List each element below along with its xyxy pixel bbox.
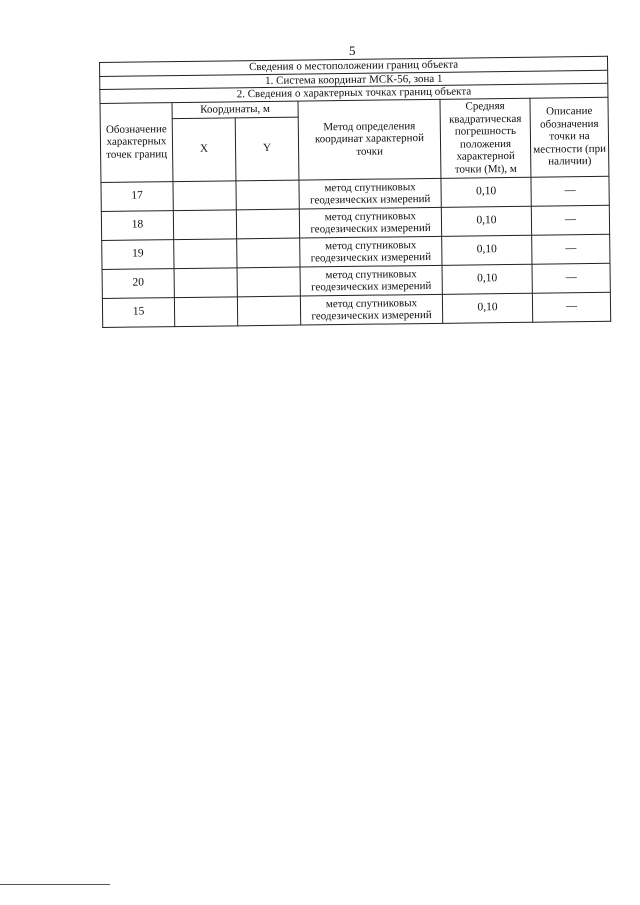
description-cell: — bbox=[532, 263, 610, 293]
point-number-cell: 19 bbox=[102, 239, 174, 269]
header-point-designation: Обозначение характерных точек границ bbox=[100, 102, 173, 182]
point-number-cell: 18 bbox=[101, 210, 173, 240]
x-coordinate-cell bbox=[174, 267, 237, 297]
coordinate-system-line: 1. Система координат МСК-56, зона 1 bbox=[100, 70, 608, 90]
header-coordinates: Координаты, м bbox=[172, 101, 298, 119]
header-method: Метод определения координат характерной точки bbox=[298, 99, 441, 180]
x-coordinate-cell bbox=[174, 238, 237, 268]
y-coordinate-cell bbox=[236, 180, 299, 210]
accuracy-cell: 0,10 bbox=[442, 264, 532, 294]
method-cell: метод спутниковых геодезических измерений bbox=[299, 178, 441, 209]
method-cell: метод спутниковых геодезических измерений bbox=[299, 207, 441, 238]
x-coordinate-cell bbox=[173, 209, 236, 239]
scanned-table-area bbox=[99, 56, 610, 328]
point-number-cell: 17 bbox=[101, 181, 173, 211]
section-heading: 2. Сведения о характерных точках границ объекта bbox=[100, 83, 608, 103]
footer-rule bbox=[0, 884, 110, 885]
y-coordinate-cell bbox=[236, 209, 299, 239]
header-y: Y bbox=[235, 117, 299, 181]
accuracy-cell: 0,10 bbox=[441, 177, 531, 207]
y-coordinate-cell bbox=[237, 296, 300, 326]
page-number: 5 bbox=[349, 43, 356, 58]
accuracy-cell: 0,10 bbox=[442, 235, 532, 265]
accuracy-cell: 0,10 bbox=[442, 293, 532, 323]
description-cell: — bbox=[531, 176, 609, 206]
boundary-points-table bbox=[99, 56, 611, 328]
y-coordinate-cell bbox=[237, 267, 300, 297]
x-coordinate-cell bbox=[173, 180, 236, 210]
header-x: X bbox=[172, 117, 236, 181]
accuracy-cell: 0,10 bbox=[441, 206, 531, 236]
method-cell: метод спутниковых геодезических измерений bbox=[300, 294, 442, 325]
description-cell: — bbox=[532, 292, 610, 322]
point-number-cell: 15 bbox=[102, 297, 174, 327]
point-number-cell: 20 bbox=[102, 268, 174, 298]
table-body bbox=[101, 176, 611, 327]
y-coordinate-cell bbox=[237, 238, 300, 268]
table-title: Сведения о местоположении границ объекта bbox=[100, 56, 608, 76]
header-accuracy: Средняя квадратическая погрешность положения характерной точки (Mt), м bbox=[440, 98, 531, 178]
method-cell: метод спутниковых геодезических измерений bbox=[300, 265, 442, 296]
header-description: Описание обозначения точки на местности (при наличии) bbox=[530, 97, 609, 177]
description-cell: — bbox=[532, 234, 610, 264]
table-row bbox=[102, 292, 610, 327]
description-cell: — bbox=[531, 205, 609, 235]
x-coordinate-cell bbox=[174, 296, 237, 326]
method-cell: метод спутниковых геодезических измерений bbox=[300, 236, 442, 267]
